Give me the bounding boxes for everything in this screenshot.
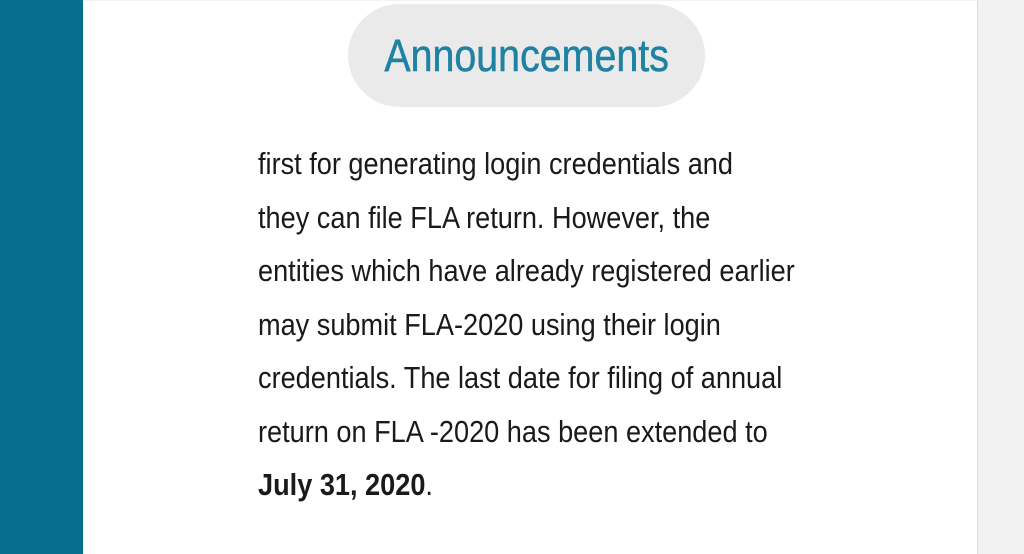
deadline-period: . [425,467,433,502]
left-accent-bar [0,0,83,554]
announcements-header-pill [348,4,705,107]
announcement-line: return on FLA -2020 has been extended to [258,413,768,449]
deadline-date: July 31, 2020 [258,467,426,502]
right-gutter [977,0,1024,554]
announcement-line: entities which have already registered earlier [258,253,795,288]
page-title: Announcements [384,29,669,81]
announcement-line: may submit FLA-2020 using their login [258,306,721,342]
announcements-panel [83,0,977,554]
announcement-line: credentials. The last date for filing of annual [258,360,783,395]
announcement-deadline-line [258,458,795,512]
announcement-line: they can file FLA return. However, the [258,199,711,235]
announcement-text [258,137,795,512]
announcement-line: first for generating login credentials and [258,146,733,181]
